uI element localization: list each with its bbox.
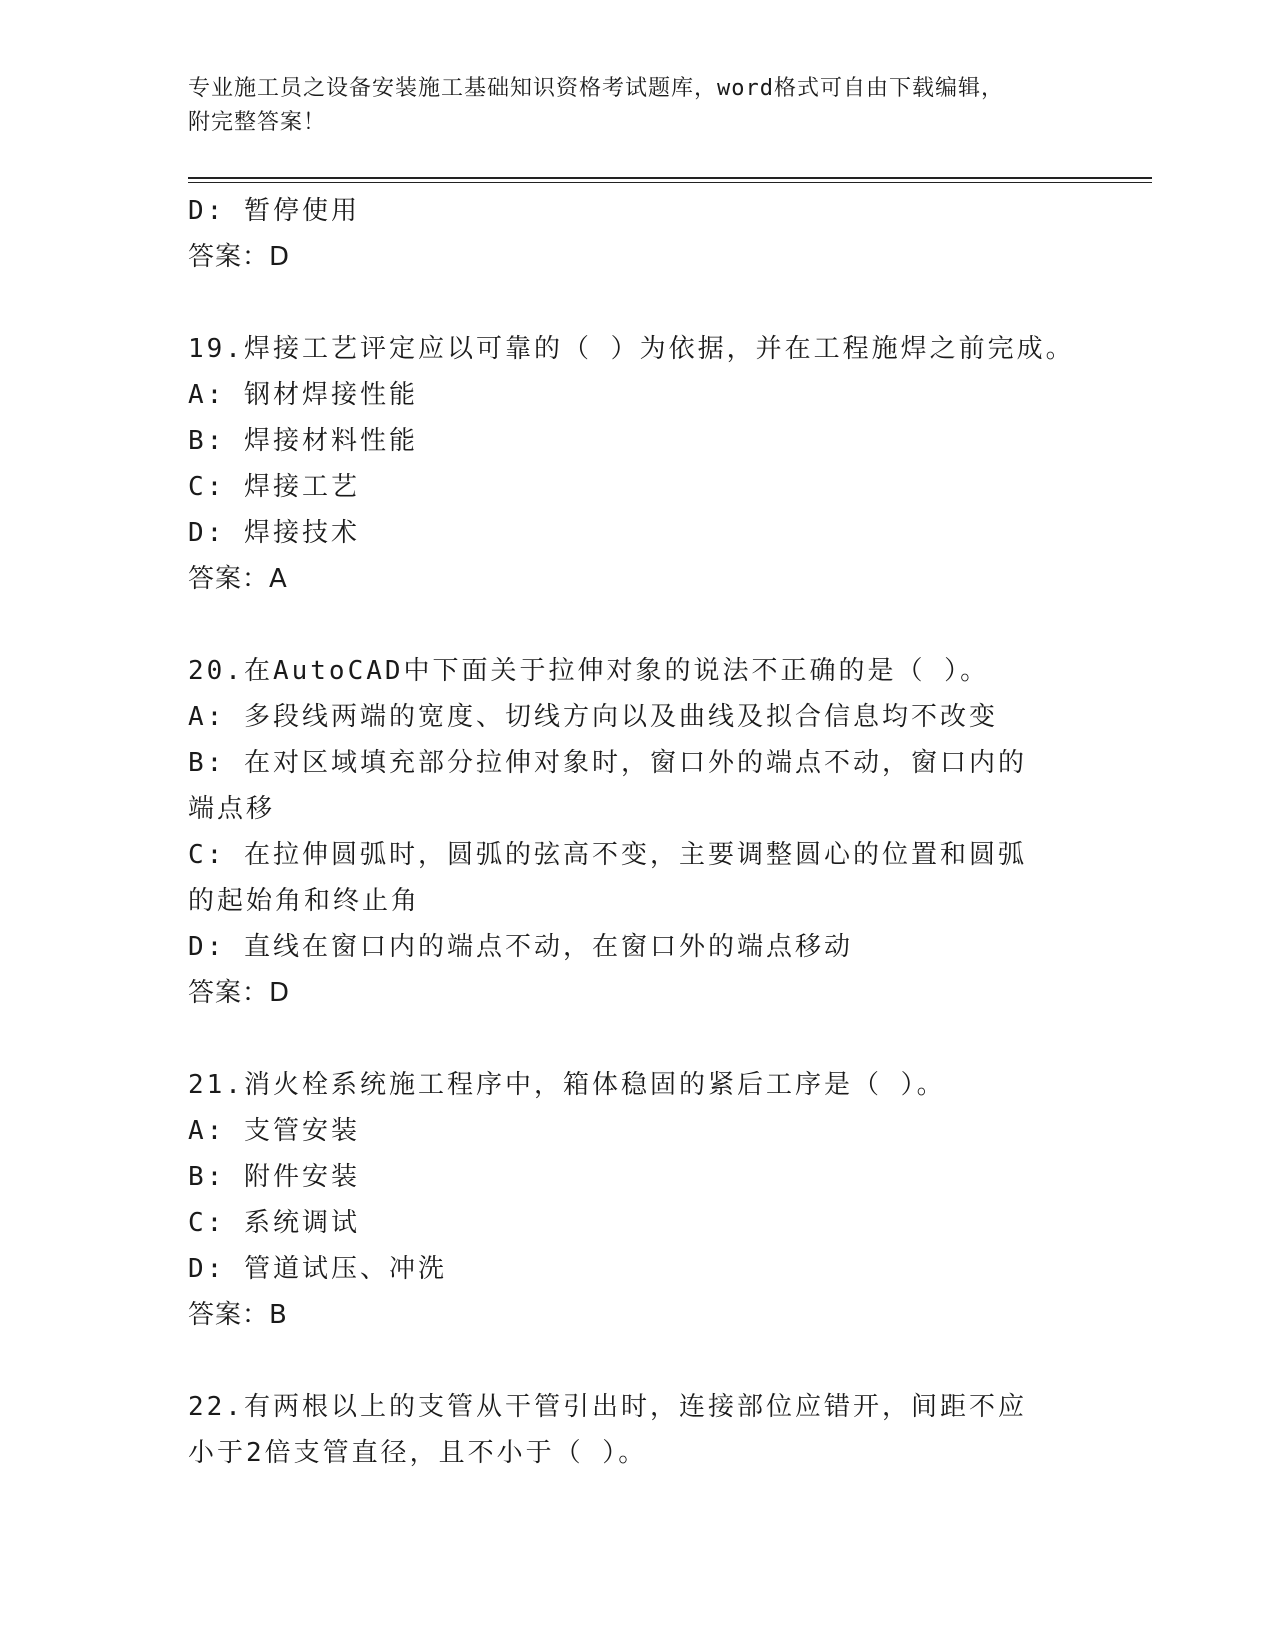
- question-20: [188, 648, 1088, 1016]
- answer-line: 答案：D: [188, 242, 291, 272]
- header-line-1: 专业施工员之设备安装施工基础知识资格考试题库，word格式可自由下载编辑，: [188, 76, 1004, 101]
- question-list: [188, 188, 1088, 1476]
- option-a: A: 钢材焊接性能: [188, 380, 418, 410]
- question-21: [188, 1062, 1088, 1338]
- document-header: [188, 72, 1068, 140]
- option-d: D: 焊接技术: [188, 518, 360, 548]
- option-a: A: 支管安装: [188, 1116, 360, 1146]
- header-divider-thick: [188, 177, 1152, 179]
- option-d: D: 暂停使用: [188, 196, 360, 226]
- option-d: D: 管道试压、冲洗: [188, 1254, 447, 1284]
- answer-line: 答案：D: [188, 978, 291, 1008]
- option-d: D: 直线在窗口内的端点不动，在窗口外的端点移动: [188, 932, 853, 962]
- option-c: C: 系统调试: [188, 1208, 360, 1238]
- option-c: C: 焊接工艺: [188, 472, 360, 502]
- header-line-2: 附完整答案！: [188, 110, 327, 135]
- question-text: 20.在AutoCAD中下面关于拉伸对象的说法不正确的是（ ）。: [188, 656, 990, 686]
- option-c: C: 在拉伸圆弧时，圆弧的弦高不变，主要调整圆心的位置和圆弧的起始角和终止角: [188, 840, 1027, 916]
- header-divider-thin: [188, 182, 1152, 183]
- option-b: B: 在对区域填充部分拉伸对象时，窗口外的端点不动，窗口内的端点移: [188, 748, 1027, 824]
- question-22: [188, 1384, 1088, 1476]
- option-b: B: 焊接材料性能: [188, 426, 418, 456]
- question-text: 19.焊接工艺评定应以可靠的（ ）为依据，并在工程施焊之前完成。: [188, 334, 1075, 364]
- option-a: A: 多段线两端的宽度、切线方向以及曲线及拟合信息均不改变: [188, 702, 998, 732]
- question-text: 22.有两根以上的支管从干管引出时，连接部位应错开，间距不应小于2倍支管直径，且不小于（ ）。: [188, 1392, 1027, 1468]
- carryover-block: [188, 188, 1088, 280]
- answer-line: 答案：A: [188, 564, 288, 594]
- answer-line: 答案：B: [188, 1300, 288, 1330]
- question-19: [188, 326, 1088, 602]
- option-b: B: 附件安装: [188, 1162, 360, 1192]
- question-text: 21.消火栓系统施工程序中，箱体稳固的紧后工序是（ ）。: [188, 1070, 946, 1100]
